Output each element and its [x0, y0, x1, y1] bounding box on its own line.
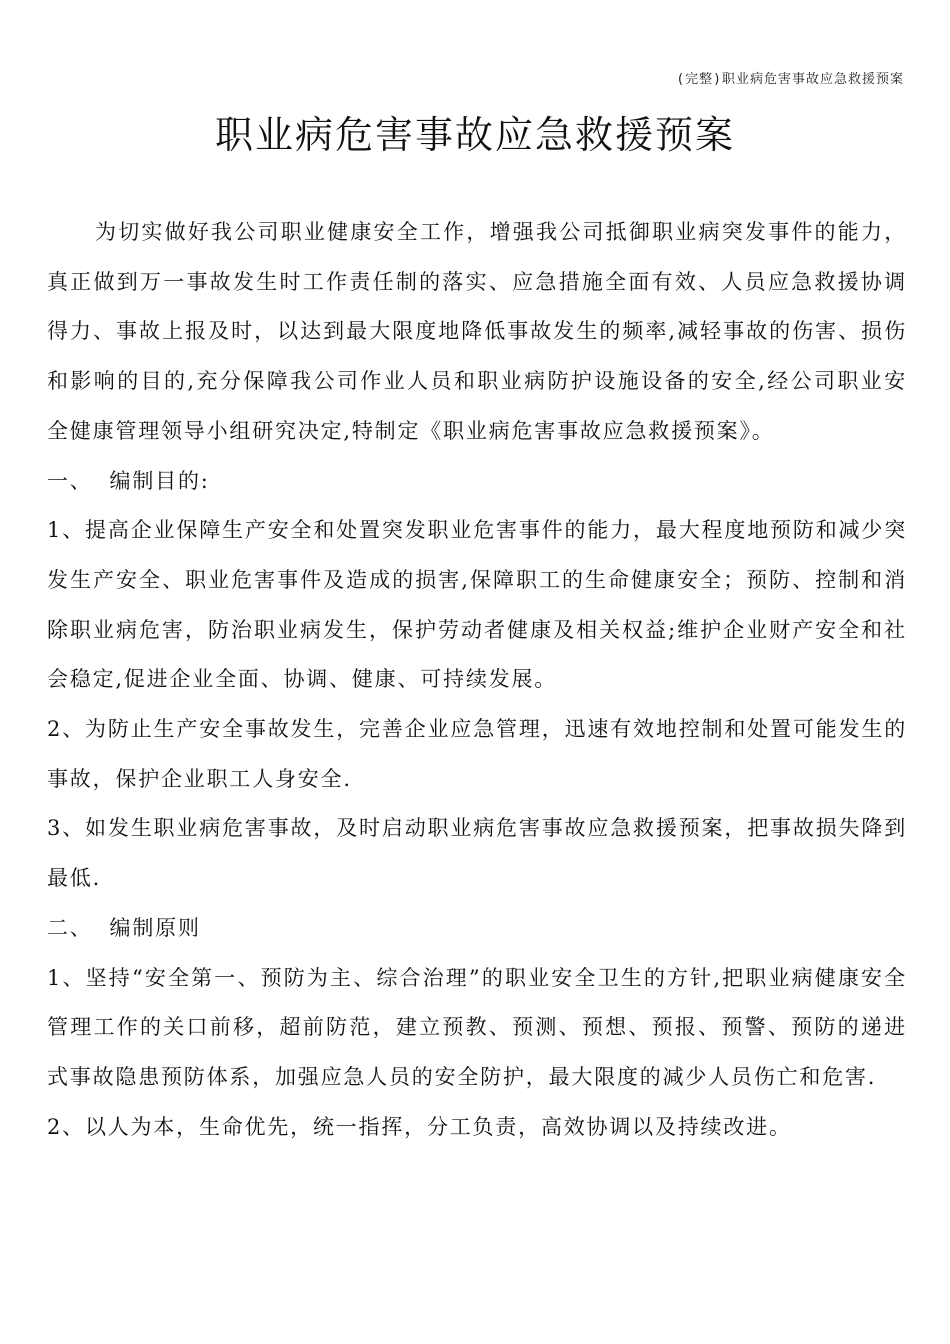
section-heading-purpose: 一、 编制目的:: [47, 468, 210, 493]
document-title: 职业病危害事故应急救援预案: [214, 113, 735, 157]
principle-item-1: 1、坚持“安全第一、预防为主、综合治理”的职业安全卫生的方针,把职业病健康安全管理工作的关口前移，超前防范，建立预教、预测、预想、预报、预警、预防的递进式事故隐患预防体系，加强应急人员的安全防护，最大限度的减少人员伤亡和危害.: [47, 965, 907, 1089]
section-heading-principles: 二、 编制原则: [47, 915, 201, 940]
document-body: [47, 208, 907, 1152]
intro-paragraph: 为切实做好我公司职业健康安全工作，增强我公司抵御职业病突发事件的能力，真正做到万一事故发生时工作责任制的落实、应急措施全面有效、人员应急救援协调得力、事故上报及时，以达到最大限度地降低事故发生的频率,减轻事故的伤害、损伤和影响的目的,充分保障我公司作业人员和职业病防护设施设备的安全,经公司职业安全健康管理领导小组研究决定,特制定《职业病危害事故应急救援预案》。: [47, 220, 907, 443]
purpose-item-2: 2、为防止生产安全事故发生，完善企业应急管理，迅速有效地控制和处置可能发生的事故，保护企业职工人身安全.: [47, 717, 907, 791]
purpose-item-3: 3、如发生职业病危害事故，及时启动职业病危害事故应急救援预案，把事故损失降到最低.: [47, 816, 907, 891]
purpose-item-1: 1、提高企业保障生产安全和处置突发职业危害事件的能力，最大程度地预防和减少突发生产安全、职业危害事件及造成的损害,保障职工的生命健康安全；预防、控制和消除职业病危害，防治职业病发生，保护劳动者健康及相关权益;维护企业财产安全和社会稳定,促进企业全面、协调、健康、可持续发展。: [47, 518, 907, 692]
principle-item-2: 2、以人为本，生命优先，统一指挥，分工负责，高效协调以及持续改进。: [47, 1114, 792, 1139]
running-header: (完整)职业病危害事故应急救援预案: [676, 72, 904, 87]
